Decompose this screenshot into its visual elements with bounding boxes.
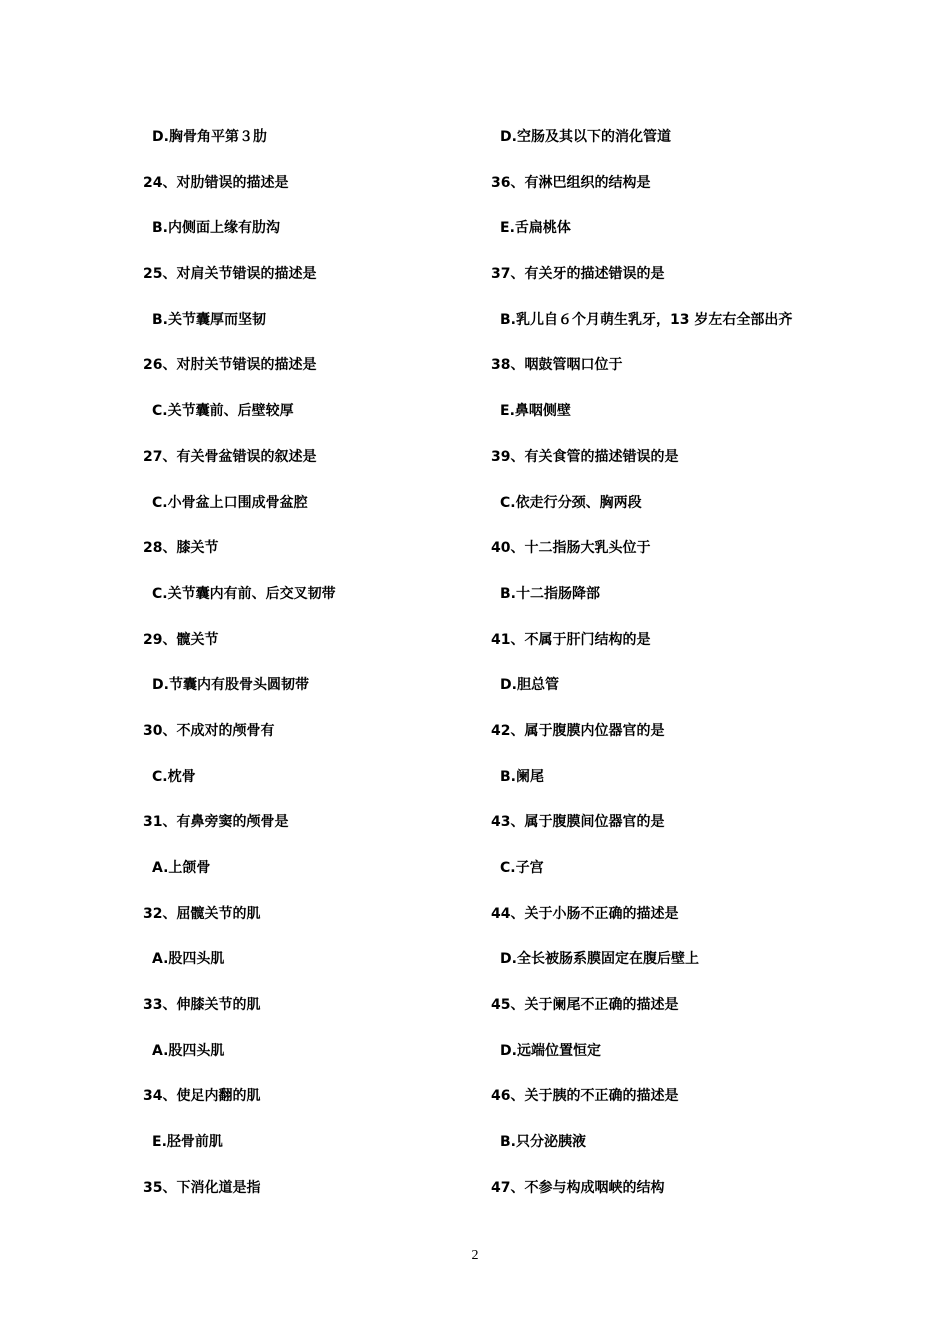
question-line: 37、有关牙的描述错误的是 (491, 266, 665, 283)
question-line: 46、关于胰的不正确的描述是 (491, 1088, 679, 1105)
answer-line: B.乳儿自６个月萌生乳牙，13 岁左右全部出齐 (500, 311, 793, 328)
question-line: 34、使足内翻的肌 (143, 1088, 261, 1105)
answer-line: A.股四头肌 (152, 1042, 225, 1059)
question-line: 39、有关食管的描述错误的是 (491, 448, 679, 465)
question-line: 31、有鼻旁窦的颅骨是 (143, 814, 289, 831)
answer-line: A.上颌骨 (152, 860, 211, 876)
question-line: 43、属于腹膜间位器官的是 (491, 814, 665, 831)
answer-line: D.远端位置恒定 (500, 1042, 601, 1059)
question-line: 29、髋关节 (143, 631, 219, 648)
question-line: 24、对肋错误的描述是 (143, 174, 289, 191)
right-column (491, 126, 881, 1223)
question-line: 32、屈髋关节的肌 (143, 905, 261, 922)
answer-line: D.节囊内有股骨头圆韧带 (152, 677, 309, 694)
answer-line: D.全长被肠系膜固定在腹后壁上 (500, 951, 699, 968)
answer-line: B.只分泌胰液 (500, 1134, 586, 1151)
question-line: 41、不属于肝门结构的是 (491, 631, 651, 648)
answer-line: C.子宫 (500, 860, 544, 876)
answer-line: D.空肠及其以下的消化管道 (500, 129, 671, 145)
question-line: 26、对肘关节错误的描述是 (143, 357, 317, 374)
answer-line: C.枕骨 (152, 768, 196, 785)
question-line: 35、下消化道是指 (143, 1179, 261, 1196)
question-line: 25、对肩关节错误的描述是 (143, 266, 317, 283)
answer-line: B.内侧面上缘有肋沟 (152, 220, 280, 237)
answer-line: C.小骨盆上口围成骨盆腔 (152, 494, 308, 511)
question-line: 36、有淋巴组织的结构是 (491, 174, 651, 191)
answer-line: B.阑尾 (500, 768, 544, 785)
question-line: 28、膝关节 (143, 540, 219, 557)
answer-line: E.胫骨前肌 (152, 1134, 223, 1151)
answer-line: E.鼻咽侧壁 (500, 403, 571, 420)
question-line: 38、咽鼓管咽口位于 (491, 357, 623, 374)
answer-line: B.关节囊厚而坚韧 (152, 311, 266, 328)
answer-line: A.股四头肌 (152, 951, 225, 968)
answer-line: C.依走行分颈、胸两段 (500, 494, 642, 511)
question-line: 44、关于小肠不正确的描述是 (491, 905, 679, 922)
question-line: 40、十二指肠大乳头位于 (491, 540, 651, 557)
question-line: 45、关于阑尾不正确的描述是 (491, 997, 679, 1014)
answer-line: B.十二指肠降部 (500, 585, 600, 602)
answer-line: C.关节囊前、后壁较厚 (152, 403, 294, 420)
question-line: 30、不成对的颅骨有 (143, 722, 275, 739)
answer-line: E.舌扁桃体 (500, 220, 571, 237)
question-line: 42、属于腹膜内位器官的是 (491, 722, 665, 739)
answer-line: C.关节囊内有前、后交叉韧带 (152, 585, 336, 602)
page-number: 2 (471, 1248, 479, 1263)
answer-line: D.胸骨角平第３肋 (152, 129, 267, 145)
question-line: 27、有关骨盆错误的叙述是 (143, 448, 317, 465)
question-line: 33、伸膝关节的肌 (143, 997, 261, 1014)
left-column (143, 126, 533, 1223)
question-line: 47、不参与构成咽峡的结构 (491, 1179, 665, 1196)
answer-line: D.胆总管 (500, 677, 559, 694)
